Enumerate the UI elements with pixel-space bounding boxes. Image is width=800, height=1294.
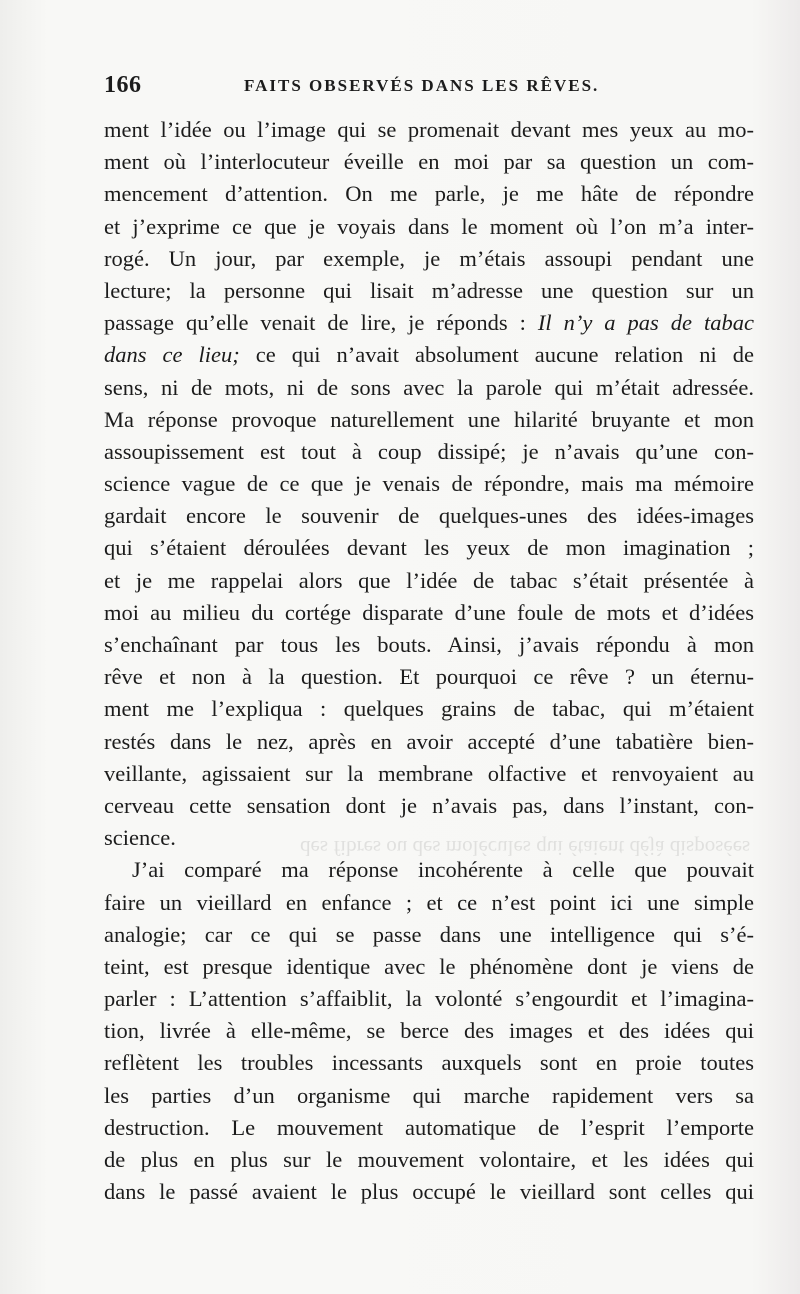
text-line-content: qui s’étaient déroulées devant les yeux de mon imagination ; — [104, 535, 754, 561]
text-line-content: teint, est presque identique avec le phénomène dont je viens de — [104, 953, 754, 979]
page-number: 166 — [104, 72, 142, 98]
text-line-content: reflètent les troubles incessants auxquels sont en proie toutes — [104, 1050, 754, 1076]
text-line-content: lecture; la personne qui lisait m’adresse une question sur un — [104, 277, 754, 303]
show-through-text: des fibres ou des molécules qui étaient déjà disposées — [300, 836, 751, 860]
text-line-content: parler : L’attention s’affaiblit, la volonté s’engourdit et l’imagina- — [104, 986, 754, 1012]
italic-quote: Il n’y a pas de tabac — [537, 310, 754, 336]
text-line-content: s’enchaînant par tous les bouts. Ainsi, j’avais répondu à mon — [104, 632, 754, 657]
text-line — [104, 597, 754, 629]
text-line — [104, 887, 754, 919]
text-line — [104, 919, 754, 951]
body-text — [104, 114, 754, 1208]
text-line-content: et je me rappelai alors que l’idée de tabac s’était présentée à — [104, 567, 754, 593]
text-line — [104, 1144, 754, 1176]
text-line-content: restés dans le nez, après en avoir accepté d’une tabatière bien- — [104, 728, 754, 754]
text-line — [104, 146, 754, 178]
text-line-content: gardait encore le souvenir de quelques-unes des idées-images — [104, 503, 754, 529]
text-line-content: science. — [104, 825, 176, 851]
text-line — [104, 758, 754, 790]
text-line-content: cerveau cette sensation dont je n’avais pas, dans l’instant, con- — [104, 792, 754, 818]
text-line — [104, 436, 754, 468]
text-line — [104, 500, 754, 532]
text-line — [104, 629, 754, 661]
running-head: FAITS OBSERVÉS DANS LES RÊVES. — [244, 76, 600, 95]
text-line — [104, 1112, 754, 1144]
text-line-content: J’ai comparé ma réponse incohérente à celle que pouvait — [132, 857, 754, 883]
text-line-content: sens, ni de mots, ni de sons avec la parole qui m’était adressée. — [104, 374, 754, 400]
text-line — [104, 661, 754, 693]
text-line-content: les parties d’un organisme qui marche rapidement vers sa — [104, 1082, 754, 1108]
text-line-content: destruction. Le mouvement automatique de l’esprit l’emporte — [104, 1114, 754, 1140]
text-line — [104, 339, 754, 371]
text-line-content: faire un vieillard en enfance ; et ce n’est point ici une simple — [104, 889, 754, 915]
text-line-content: rogé. Un jour, par exemple, je m’étais assoupi pendant une — [104, 245, 754, 271]
text-line — [104, 1047, 754, 1079]
text-line-content: ment me l’expliqua : quelques grains de tabac, qui m’étaient — [104, 696, 754, 722]
text-line — [104, 565, 754, 597]
text-line — [104, 372, 754, 404]
text-line-content: veillante, agissaient sur la membrane olfactive et renvoyaient au — [104, 760, 754, 786]
text-line-content: ce qui n’avait absolument aucune relation ni de — [239, 342, 754, 368]
text-line — [104, 114, 754, 146]
text-line — [104, 243, 754, 275]
text-line — [104, 275, 754, 307]
text-line — [104, 854, 754, 886]
text-line-content: ment l’idée ou l’image qui se promenait devant mes yeux au mo- — [104, 117, 754, 142]
text-line-content: assoupissement est tout à coup dissipé; je n’avais qu’une con- — [104, 438, 754, 464]
text-line-content: de plus en plus sur le mouvement volontaire, et les idées qui — [104, 1147, 754, 1172]
text-line — [104, 1176, 754, 1208]
text-line-content: passage qu’elle venait de lire, je réponds : — [104, 310, 538, 336]
text-line — [104, 790, 754, 822]
text-line — [104, 726, 754, 758]
text-line — [104, 951, 754, 983]
text-line — [104, 693, 754, 725]
text-line — [104, 822, 754, 854]
text-line — [104, 1080, 754, 1112]
italic-quote: dans ce lieu; — [104, 342, 240, 368]
text-line-content: science vague de ce que je venais de répondre, mais ma mémoire — [104, 471, 754, 497]
text-line — [104, 178, 754, 210]
text-line-content: Ma réponse provoque naturellement une hilarité bruyante et mon — [104, 406, 754, 432]
text-line — [104, 211, 754, 243]
text-line-content: ment où l’interlocuteur éveille en moi par sa question un com- — [104, 149, 754, 175]
page-header — [104, 72, 764, 104]
text-line-content: analogie; car ce qui se passe dans une intelligence qui s’é- — [104, 921, 754, 947]
text-line-content: rêve et non à la question. Et pourquoi ce rêve ? un éternu- — [104, 664, 754, 690]
text-line — [104, 468, 754, 500]
text-line — [104, 404, 754, 436]
text-line — [104, 1015, 754, 1047]
text-line-content: moi au milieu du cortége disparate d’une foule de mots et d’idées — [104, 599, 754, 625]
text-line-content: tion, livrée à elle-même, se berce des images et des idées qui — [104, 1018, 754, 1044]
text-line-content: mencement d’attention. On me parle, je me hâte de répondre — [104, 181, 754, 207]
text-line-content: et j’exprime ce que je voyais dans le moment où l’on m’a inter- — [104, 213, 754, 239]
text-line — [104, 983, 754, 1015]
text-line — [104, 307, 754, 339]
text-line — [104, 532, 754, 564]
text-line-content: dans le passé avaient le plus occupé le vieillard sont celles qui — [104, 1179, 754, 1205]
